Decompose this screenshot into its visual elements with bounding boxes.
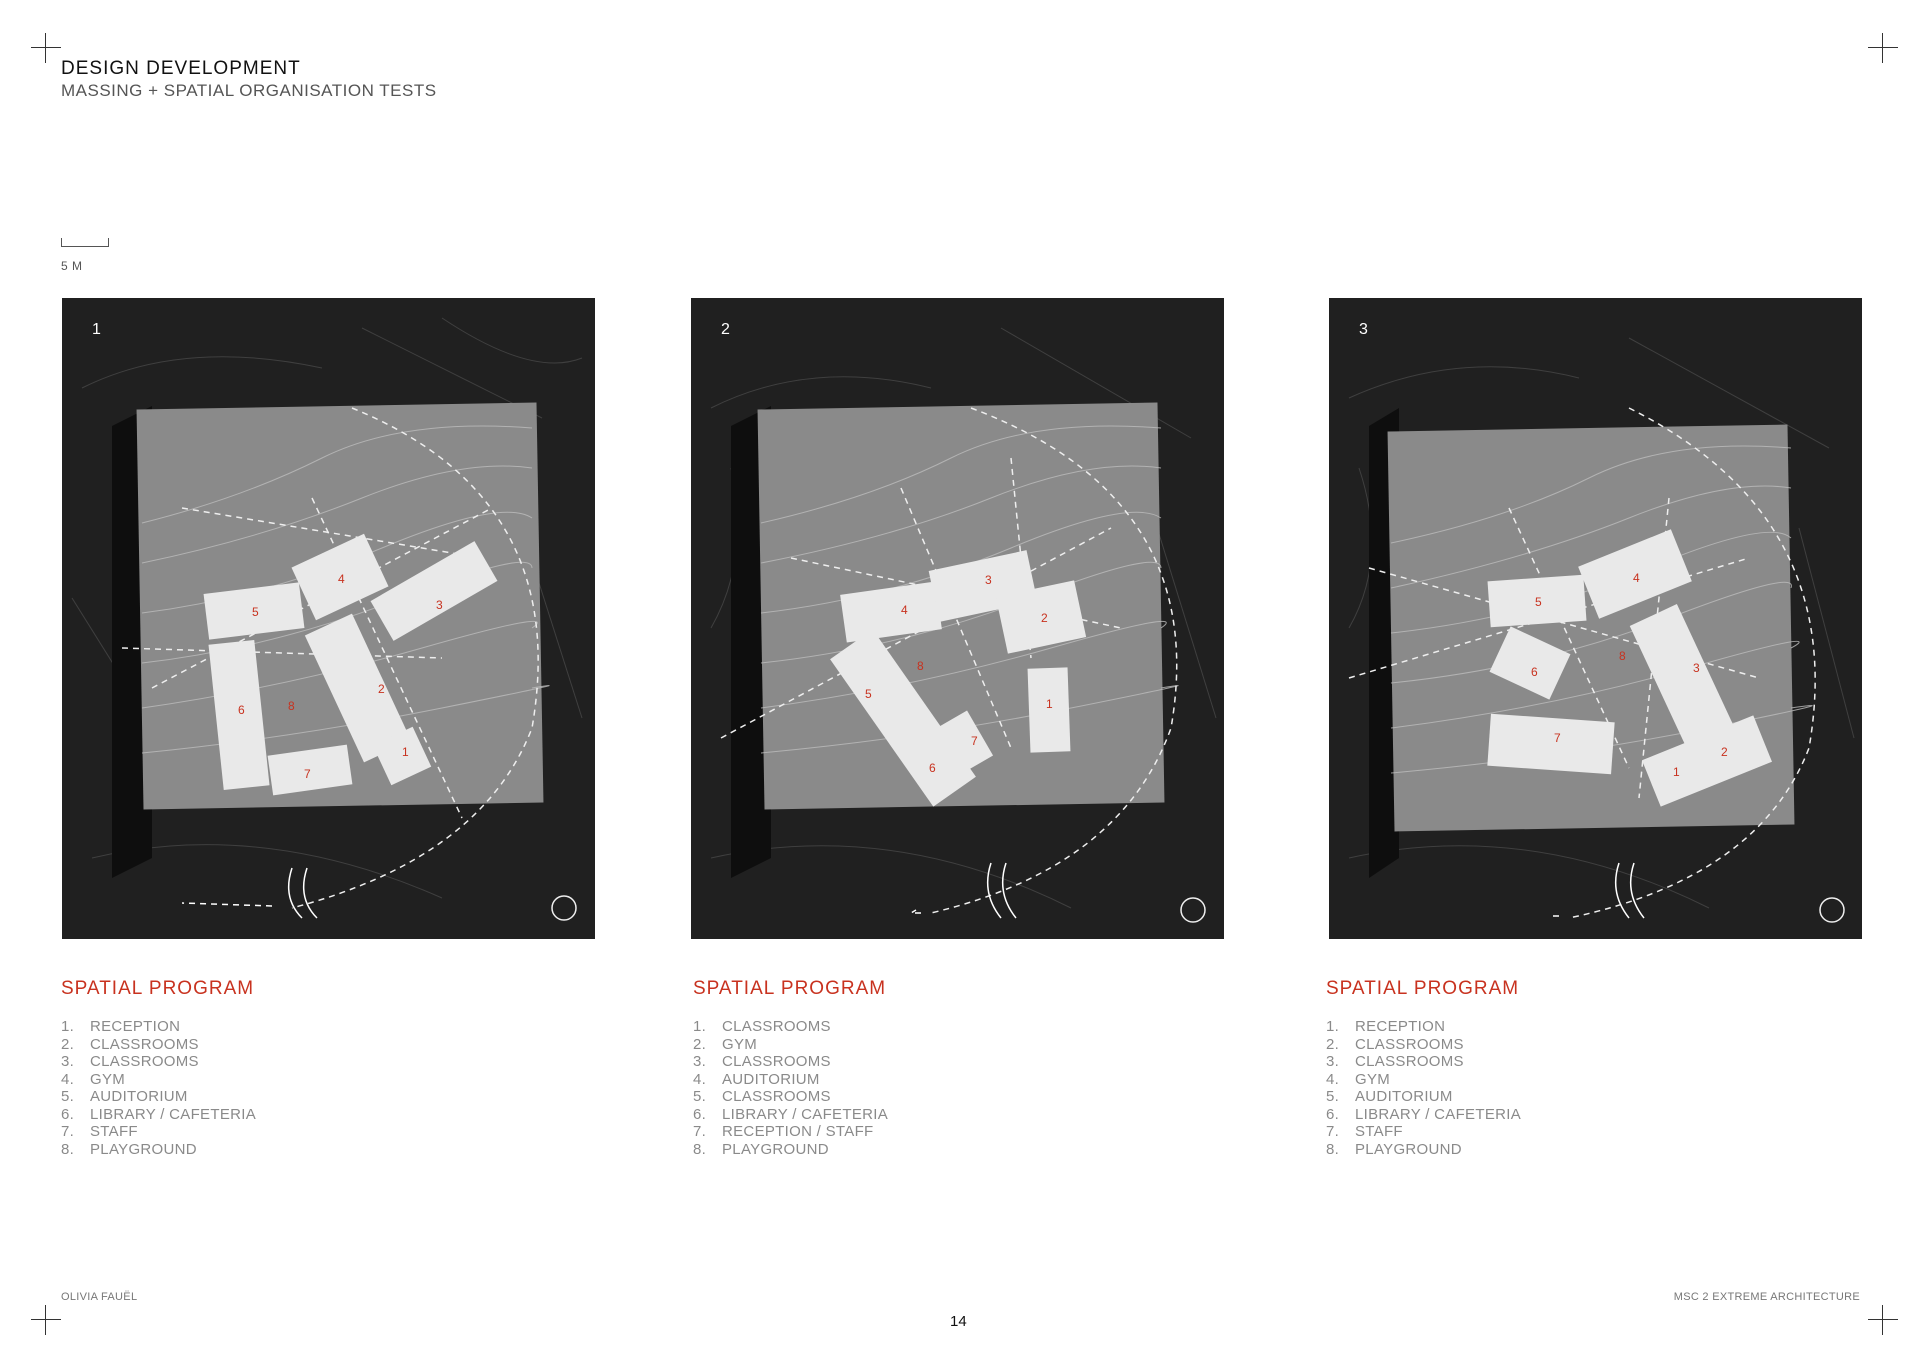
crop-mark-top-left: [31, 33, 61, 63]
model-photo-2: [691, 298, 1224, 939]
svg-text:2: 2: [378, 682, 385, 696]
svg-text:5: 5: [1535, 595, 1542, 609]
svg-text:1: 1: [402, 745, 409, 759]
model-photo-number-3: 3: [1359, 321, 1368, 338]
list-item: 5. AUDITORIUM: [1326, 1088, 1453, 1105]
list-item: 3. CLASSROOMS: [61, 1053, 199, 1070]
svg-text:4: 4: [1633, 571, 1640, 585]
page-subtitle: MASSING + SPATIAL ORGANISATION TESTS: [61, 81, 437, 100]
program-list-1: [61, 1018, 256, 1158]
list-item: 8. PLAYGROUND: [61, 1140, 197, 1158]
svg-text:6: 6: [238, 703, 245, 717]
svg-text:2: 2: [1721, 745, 1728, 759]
footer-course: MSC 2 EXTREME ARCHITECTURE: [1673, 1291, 1860, 1303]
list-item: 7. STAFF: [61, 1123, 138, 1140]
svg-text:3: 3: [1693, 661, 1700, 675]
program-title-1: SPATIAL PROGRAM: [61, 978, 255, 999]
svg-text:5: 5: [865, 687, 872, 701]
list-item: 5. AUDITORIUM: [61, 1088, 188, 1105]
list-item: 3. CLASSROOMS: [693, 1053, 831, 1070]
program-list-3: [1326, 1018, 1521, 1158]
list-item: 4. GYM: [61, 1070, 126, 1088]
svg-text:1: 1: [1046, 697, 1053, 711]
list-item: 8. PLAYGROUND: [693, 1140, 829, 1158]
scale-label: 5 M: [61, 259, 83, 273]
crop-mark-bottom-right: [1868, 1305, 1898, 1335]
footer-author: OLIVIA FAUËL: [61, 1291, 138, 1303]
program-title-2: SPATIAL PROGRAM: [693, 978, 887, 999]
list-item: 6. LIBRARY / CAFETERIA: [1326, 1105, 1522, 1123]
list-item: 1. CLASSROOMS: [693, 1018, 831, 1035]
svg-text:7: 7: [971, 734, 978, 748]
program-list-2: [693, 1018, 888, 1158]
crop-mark-bottom-left: [31, 1305, 61, 1335]
list-item: 6. LIBRARY / CAFETERIA: [61, 1105, 257, 1123]
svg-text:4: 4: [901, 603, 908, 617]
svg-text:7: 7: [1554, 731, 1561, 745]
page-title: DESIGN DEVELOPMENT: [61, 58, 301, 79]
list-item: 8. PLAYGROUND: [1326, 1140, 1462, 1158]
svg-text:3: 3: [436, 598, 443, 612]
list-item: 2. CLASSROOMS: [1326, 1035, 1464, 1053]
list-item: 7. STAFF: [1326, 1123, 1403, 1140]
list-item: 5. CLASSROOMS: [693, 1088, 831, 1105]
list-item: 2. GYM: [693, 1035, 758, 1053]
crop-mark-top-right: [1868, 33, 1898, 63]
scale-bar: [61, 238, 109, 247]
svg-text:8: 8: [917, 659, 924, 673]
list-item: 6. LIBRARY / CAFETERIA: [693, 1105, 889, 1123]
svg-text:3: 3: [985, 573, 992, 587]
program-title-3: SPATIAL PROGRAM: [1326, 978, 1520, 999]
svg-text:8: 8: [1619, 649, 1626, 663]
svg-text:6: 6: [1531, 665, 1538, 679]
page-number: 14: [950, 1313, 967, 1330]
list-item: 7. RECEPTION / STAFF: [693, 1123, 874, 1140]
list-item: 4. AUDITORIUM: [693, 1070, 820, 1088]
list-item: 3. CLASSROOMS: [1326, 1053, 1464, 1070]
svg-text:8: 8: [288, 699, 295, 713]
list-item: 1. RECEPTION: [61, 1018, 181, 1035]
model-photo-number-2: 2: [721, 321, 730, 338]
list-item: 4. GYM: [1326, 1070, 1391, 1088]
list-item: 2. CLASSROOMS: [61, 1035, 199, 1053]
svg-text:4: 4: [338, 572, 345, 586]
model-photo-number-1: 1: [92, 321, 101, 338]
svg-text:5: 5: [252, 605, 259, 619]
list-item: 1. RECEPTION: [1326, 1018, 1446, 1035]
model-photo-1: [62, 298, 595, 939]
svg-text:6: 6: [929, 761, 936, 775]
page-header: [61, 58, 437, 102]
svg-text:1: 1: [1673, 765, 1680, 779]
model-photo-3: [1329, 298, 1862, 939]
svg-text:2: 2: [1041, 611, 1048, 625]
svg-text:7: 7: [304, 767, 311, 781]
